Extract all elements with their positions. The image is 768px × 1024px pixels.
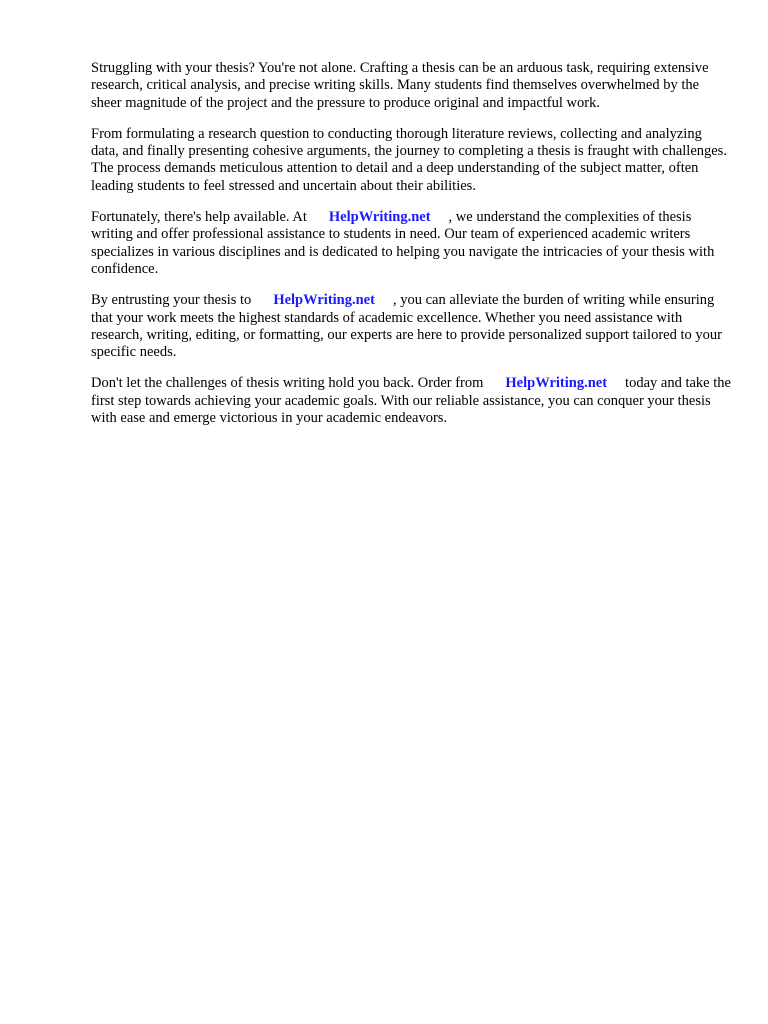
paragraph-cta-after: today and take the first step towards achieving your academic goals. With our reliable assistance, you can conquer your thesis with ease and emerge victorious in your academic endeavors. bbox=[91, 375, 731, 427]
paragraph-help-before: Fortunately, there's help available. At bbox=[91, 209, 307, 226]
paragraph-cta-before: Don't let the challenges of thesis writing hold you back. Order from bbox=[91, 375, 484, 392]
paragraph-help-after: , we understand the complexities of thesis writing and offer professional assistance to students in need. Our team of experienced academic writers specializes in various disciplines and is dedicated to helping you navigate the intricacies of your thesis with confidence. bbox=[91, 209, 715, 277]
document-page bbox=[91, 60, 731, 441]
paragraph-challenges bbox=[91, 126, 731, 195]
paragraph-entrusting-before: By entrusting your thesis to bbox=[91, 292, 252, 309]
paragraph-entrusting-after: , you can alleviate the burden of writing while ensuring that your work meets the highest standards of academic excellence. Whether you need assistance with research, writing, editing, or formatting, our experts are here to provide personalized support tailored to your specific needs. bbox=[91, 292, 722, 361]
paragraph-intro-text: Struggling with your thesis? You're not alone. Crafting a thesis can be an arduous task, requiring extensive research, critical analysis, and precise writing skills. Many students find themselves overwhelmed by the sheer magnitude of the project and the pressure to produce original and impactful work. bbox=[91, 60, 709, 111]
paragraph-entrusting bbox=[91, 292, 731, 361]
paragraph-intro bbox=[91, 60, 731, 112]
paragraph-help-available bbox=[91, 209, 731, 278]
helpwriting-link-1[interactable]: HelpWriting.net bbox=[328, 209, 431, 226]
helpwriting-link-3[interactable]: HelpWriting.net bbox=[505, 375, 608, 392]
paragraph-challenges-text: From formulating a research question to conducting thorough literature reviews, collecting and analyzing data, and finally presenting cohesive arguments, the journey to completing a thesis is fraught with challenges. The process demands meticulous attention to detail and a deep understanding of the subject matter, often leading students to feel stressed and uncertain about their abilities. bbox=[91, 125, 727, 194]
paragraph-call-to-action bbox=[91, 375, 731, 427]
helpwriting-link-2[interactable]: HelpWriting.net bbox=[273, 292, 375, 309]
